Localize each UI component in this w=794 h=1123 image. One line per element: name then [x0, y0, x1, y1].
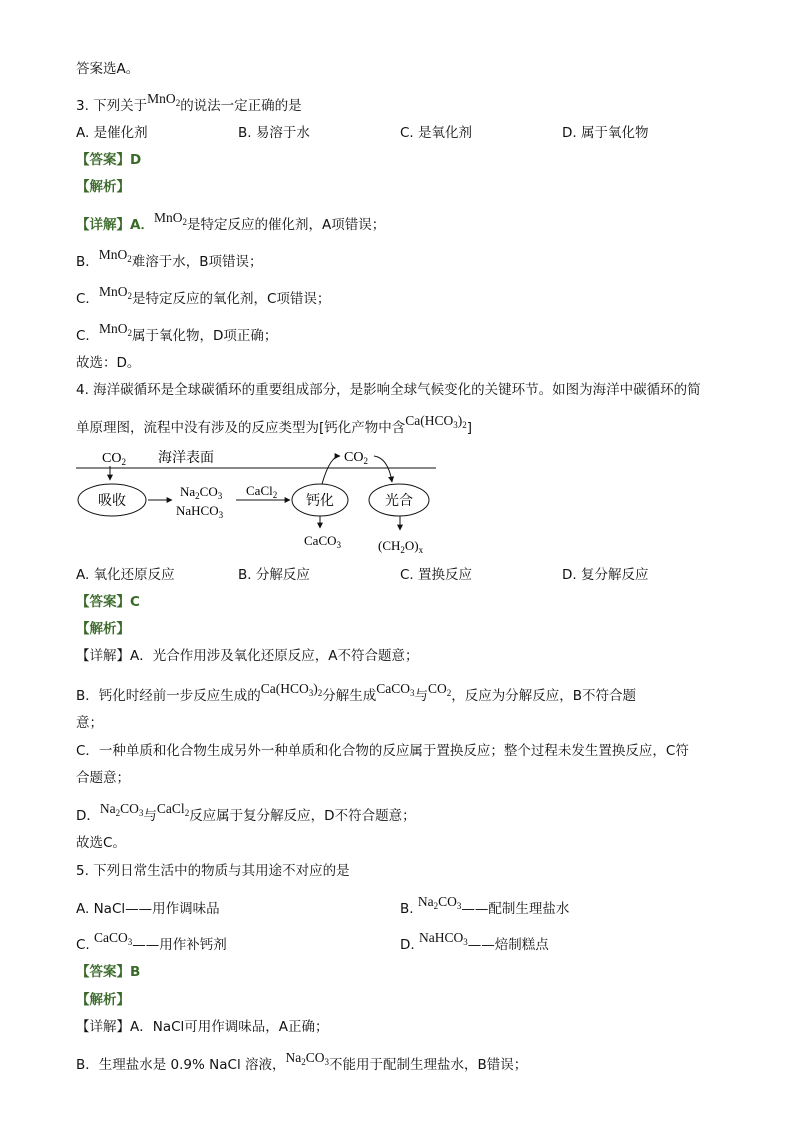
q4-stem-line2: 单原理图，流程中没有涉及的反应类型为[钙化产物中含$Ca(HCO_3)_2$] [76, 413, 473, 436]
q3-detail-a: 【详解】A．MnO$_2$是特定反应的催化剂，A项错误； [76, 210, 386, 233]
q4-detail-c-cont: 合题意； [76, 770, 130, 786]
q4-analysis: 【解析】 [76, 621, 130, 637]
q5-option-b: B. $Na_2CO_3——$配制生理盐水 [400, 894, 570, 917]
q5-option-a: A. NaCl——用作调味品 [76, 901, 220, 917]
q5-detail-b: B．生理盐水是 0.9% NaCl 溶液，$Na_2CO_3$不能用于配制生理盐水，B错误； [76, 1050, 528, 1073]
q5-analysis: 【解析】 [76, 992, 130, 1008]
q4-stem-line1: 4. 海洋碳循环是全球碳循环的重要组成部分，是影响全球气候变化的关键环节。如图为海洋中碳循环的简 [76, 382, 701, 398]
q3-detail-b: B．MnO$_2$难溶于水，B项错误； [76, 247, 263, 270]
caco3-label: CaCO$_3$ [304, 533, 341, 550]
q5-stem: 5. 下列日常生活中的物质与其用途不对应的是 [76, 863, 350, 879]
q3-analysis: 【解析】 [76, 179, 130, 195]
q4-option-a: A. 氧化还原反应 [76, 567, 175, 583]
q4-option-d: D. 复分解反应 [562, 567, 649, 583]
q4-detail-c: C．一种单质和化合物生成另外一种单质和化合物的反应属于置换反应；整个过程未发生置换反应，C符 [76, 743, 689, 759]
q4-detail-d: D．$Na_2CO_3$与CaCl$_2$反应属于复分解反应，D不符合题意； [76, 801, 416, 824]
q3-conclusion: 故选：D。 [76, 355, 141, 371]
svg-text:吸收: 吸收 [98, 493, 126, 509]
q3-option-a: A. 是催化剂 [76, 125, 148, 141]
q3-stem: 3. 下列关于MnO$_2$的说法一定正确的是 [76, 91, 302, 114]
q4-detail-b-cont: 意； [76, 715, 103, 731]
q3-detail-c: C．MnO$_2$是特定反应的氧化剂，C项错误； [76, 284, 331, 307]
q3-detail-d: C．MnO$_2$属于氧化物，D项正确； [76, 321, 278, 344]
q3-option-b: B. 易溶于水 [238, 125, 310, 141]
q5-option-c: C. CaCO$_3$——用作补钙剂 [76, 930, 227, 953]
nahco3-label: NaHCO$_3$ [176, 503, 224, 520]
carbon-cycle-diagram [72, 444, 452, 560]
q4-option-c: C. 置换反应 [400, 567, 473, 583]
prev-answer: 答案选A。 [76, 61, 140, 77]
q3-answer: 【答案】D [76, 152, 142, 168]
q5-option-d: D. NaHCO$_3$——焙制糕点 [400, 930, 549, 953]
q4-option-b: B. 分解反应 [238, 567, 310, 583]
co2-top-label: $CO_2$ [344, 450, 368, 466]
svg-text:钙化: 钙化 [306, 493, 334, 509]
ocean-surface-label: 海洋表面 [158, 450, 214, 466]
q5-answer: 【答案】B [76, 964, 141, 980]
q4-detail-b: B．钙化时经前一步反应生成的$Ca(HCO_3)_2$分解生成CaCO$_3$与$CO_2$，反应为分解反应，B不符合题 [76, 681, 637, 704]
svg-text:光合: 光合 [385, 493, 413, 509]
na2co3-label: $Na_2CO_3$ [180, 484, 223, 501]
ch2o-label: $(CH_2O)_x$ [378, 538, 424, 555]
cacl2-label: CaCl$_2$ [246, 483, 278, 500]
q4-conclusion: 故选C。 [76, 835, 126, 851]
q4-answer: 【答案】C [76, 594, 140, 610]
q4-detail-a: 【详解】A．光合作用涉及氧化还原反应，A不符合题意； [76, 648, 419, 664]
q3-option-c: C. 是氧化剂 [400, 125, 473, 141]
q5-detail-a: 【详解】A．NaCl可用作调味品，A正确； [76, 1019, 329, 1035]
co2-left-label: $CO_2$ [102, 451, 126, 467]
q3-option-d: D. 属于氧化物 [562, 125, 649, 141]
